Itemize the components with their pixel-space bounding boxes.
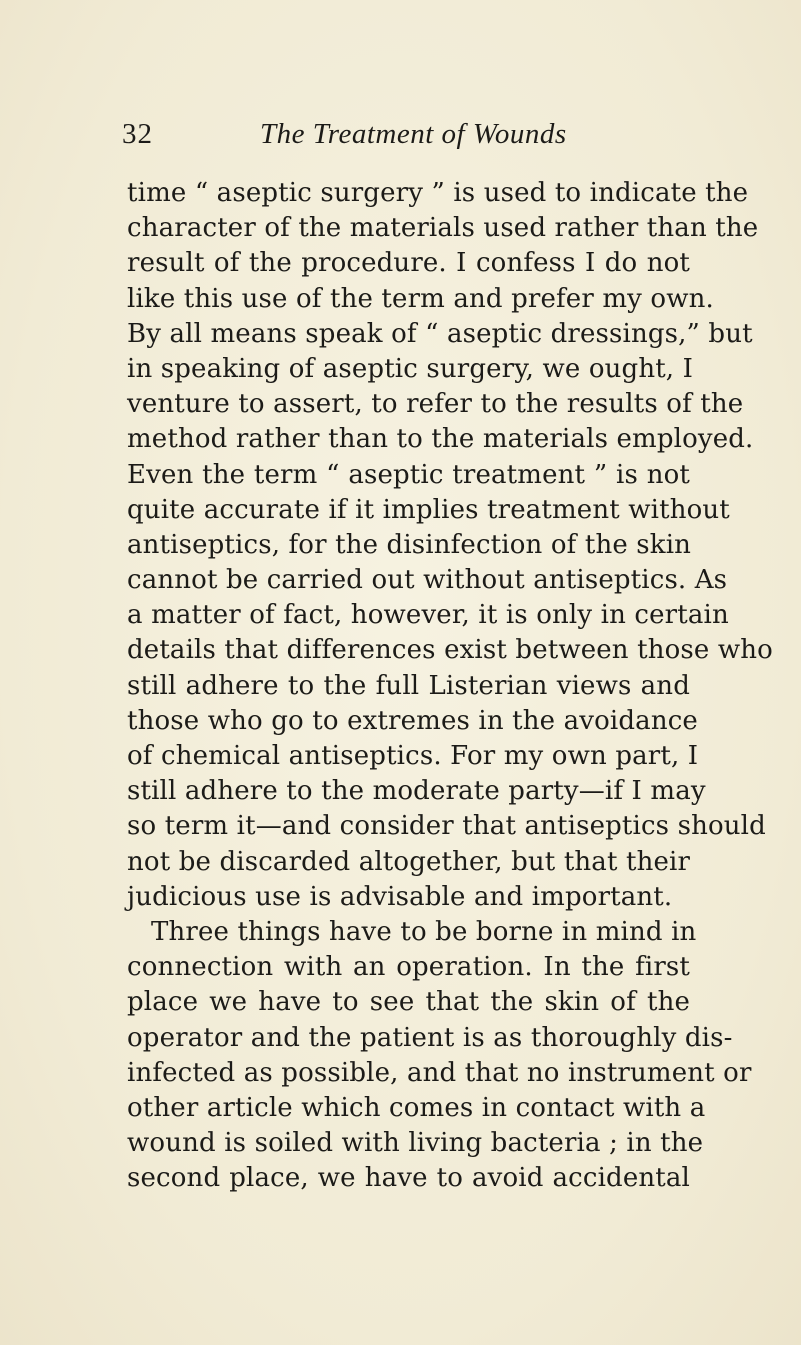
text-line: details that differences exist between those who (127, 635, 773, 666)
text-line: second place, we have to avoid accidental (127, 1163, 690, 1194)
text-line: a matter of fact, however, it is only in certain (127, 600, 729, 631)
text-line: result of the procedure. I confess I do not (127, 248, 690, 279)
text-line: time “ aseptic surgery ” is used to indicate the (127, 178, 749, 208)
text-line: By all means speak of “ aseptic dressings,” but (127, 318, 753, 349)
text-line: still adhere to the full Listerian views and (127, 670, 690, 701)
text-line: those who go to extremes in the avoidance (127, 705, 698, 736)
body-text (127, 176, 773, 1196)
text-line: Even the term “ aseptic treatment ” is not (127, 459, 690, 490)
page-number: 32 (122, 118, 153, 150)
text-line: character of the materials used rather than the (127, 213, 759, 244)
text-line: in speaking of aseptic surgery, we ought, I (127, 353, 694, 384)
text-line: connection with an operation. In the first (127, 952, 690, 983)
running-title: The Treatment of Wounds (260, 118, 567, 150)
text-line: venture to assert, to refer to the results of the (127, 389, 744, 420)
page-header (122, 118, 742, 158)
text-line: place we have to see that the skin of the (127, 987, 690, 1018)
text-line: like this use of the term and prefer my own. (127, 283, 714, 314)
text-line: of chemical antiseptics. For my own part, I (127, 741, 699, 771)
text-line: method rather than to the materials employed. (127, 424, 754, 455)
text-line: antiseptics, for the disinfection of the skin (127, 529, 692, 560)
text-line: so term it—and consider that antiseptics should (127, 811, 766, 842)
text-line: still adhere to the moderate party—if I may (127, 776, 706, 807)
text-line: wound is soiled with living bacteria ; in the (127, 1128, 704, 1159)
text-line: not be discarded altogether, but that their (127, 846, 691, 877)
text-line: Three things have to be borne in mind in (151, 916, 697, 947)
text-line: cannot be carried out without antiseptics. As (127, 565, 728, 596)
text-line: infected as possible, and that no instrument or (127, 1057, 752, 1088)
text-line: operator and the patient is as thoroughly dis- (127, 1022, 733, 1053)
text-line: other article which comes in contact with a (127, 1092, 706, 1123)
text-line: judicious use is advisable and important. (127, 881, 673, 912)
text-line: quite accurate if it implies treatment without (127, 494, 730, 525)
